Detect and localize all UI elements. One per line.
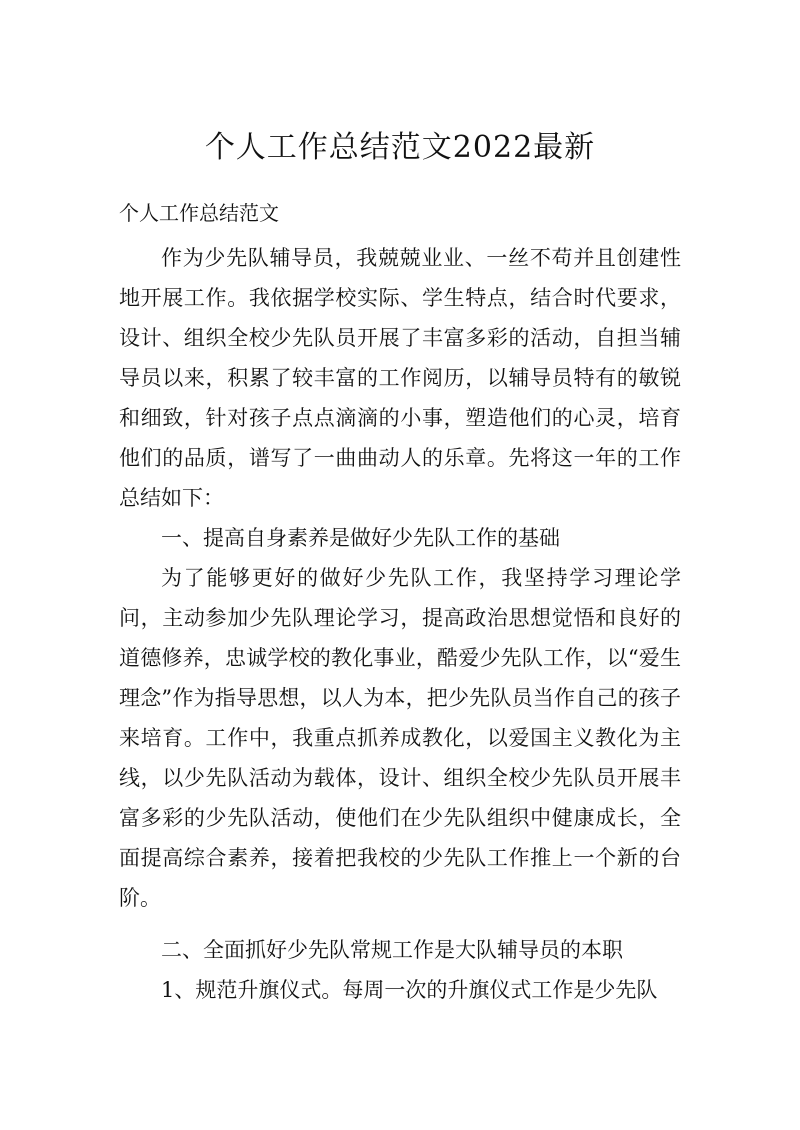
paragraph-gap [119,918,681,930]
section-2-item-1: 1、规范升旗仪式。每周一次的升旗仪式工作是少先队 [161,978,658,1002]
intro-paragraph: 作为少先队辅导员，我兢兢业业、一丝不苟并且创建性地开展工作。我依据学校实际、学生特点，结合时代要求，设计、组织全校少先队员开展了丰富多彩的活动，自担当辅导员以来，积累了较丰富的工作阅历，以辅导员特有的敏锐和细致，针对孩子点点滴滴的小事，塑造他们的心灵，培育他们的品质，谱写了一曲曲动人的乐章。先将这一年的工作总结如下： [119,246,681,510]
section-1-heading: 一、提高自身素养是做好少先队工作的基础 [161,526,560,550]
section-2-heading: 二、全面抓好少先队常规工作是大队辅导员的本职 [161,938,623,962]
section-1-paragraph: 为了能够更好的做好少先队工作，我坚持学习理论学问，主动参加少先队理论学习，提高政治思想觉悟和良好的道德修养，忠诚学校的教化事业，酷爱少先队工作，以“爱生理念”作为指导思想，以人为本，把少先队员当作自己的孩子来培育。工作中，我重点抓养成教化，以爱国主义教化为主线，以少先队活动为载体，设计、组织全校少先队员开展丰富多彩的少先队活动，使他们在少先队组织中健康成长，全面提高综合素养，接着把我校的少先队工作推上一个新的台阶。 [119,566,681,910]
document-title: 个人工作总结范文2022最新 [204,130,596,165]
document-body [119,238,681,1010]
document-subtitle: 个人工作总结范文 [119,201,279,225]
